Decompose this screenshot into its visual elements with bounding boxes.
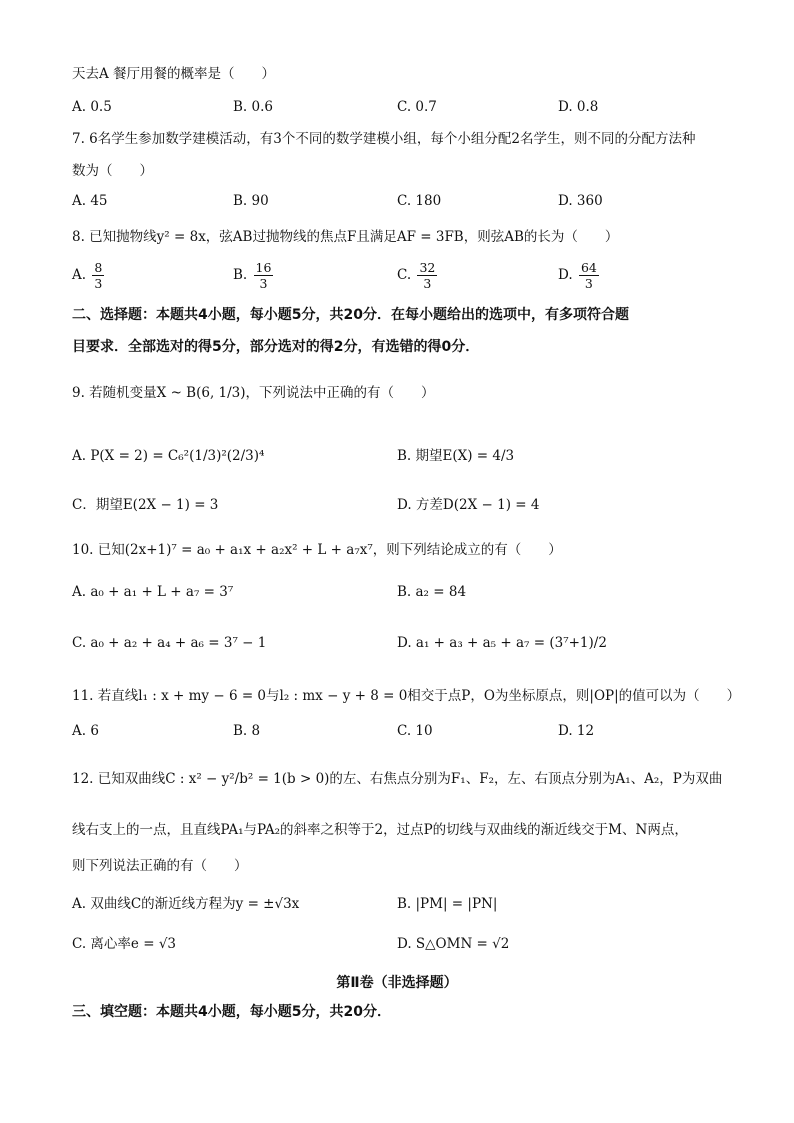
q7-line2: 数为（ ） xyxy=(72,163,153,179)
denominator: 3 xyxy=(94,276,103,291)
q12-line3: 则下列说法正确的有（ ） xyxy=(72,858,248,874)
q8-option-c xyxy=(397,260,439,291)
option-label: A. xyxy=(72,267,87,283)
q12-option-d: D. S△OMN = √2 xyxy=(397,936,510,952)
q8-option-b xyxy=(233,260,275,291)
q9-option-b: B. 期望E(X) = 4/3 xyxy=(397,448,515,464)
q8-text: 8. 已知抛物线y² = 8x，弦AB过抛物线的焦点F且满足AF = 3FB，则弦AB的长为（ ） xyxy=(72,229,619,245)
fraction xyxy=(579,260,599,291)
q10-option-d: D. a₁ + a₃ + a₅ + a₇ = (3⁷+1)/2 xyxy=(397,635,607,651)
part2-title: 第Ⅱ卷（非选择题） xyxy=(336,975,458,991)
fraction xyxy=(417,260,437,291)
q7-option-d: D. 360 xyxy=(558,193,603,209)
option-label: B. xyxy=(233,267,248,283)
q8-option-d xyxy=(558,260,601,291)
q12-option-b: B. |PM| = |PN| xyxy=(397,896,498,912)
q7-option-b: B. 90 xyxy=(233,193,269,209)
q6-option-b: B. 0.6 xyxy=(233,99,273,115)
denominator: 3 xyxy=(584,276,593,291)
numerator: 8 xyxy=(94,260,103,275)
q12-line1: 12. 已知双曲线C : x² − y²/b² = 1(b > 0)的左、右焦点分别为F₁、F₂，左、右顶点分别为A₁、A₂，P为双曲 xyxy=(72,771,723,787)
q8-option-a xyxy=(72,260,106,291)
q10-option-c: C. a₀ + a₂ + a₄ + a₆ = 3⁷ − 1 xyxy=(72,635,267,651)
q9-option-c: C．期望E(2X − 1) = 3 xyxy=(72,497,219,513)
option-label: C. xyxy=(397,267,412,283)
numerator: 32 xyxy=(419,260,436,275)
q7-option-a: A. 45 xyxy=(72,193,108,209)
numerator: 16 xyxy=(255,260,272,275)
q11-text: 11. 若直线l₁ : x + my − 6 = 0与l₂ : mx − y + 8 = 0相交于点P，O为坐标原点，则|OP|的值可以为（ ） xyxy=(72,688,741,704)
q9-text: 9. 若随机变量X ~ B(6, 1/3)，下列说法中正确的有（ ） xyxy=(72,385,435,401)
q7-line1: 7. 6名学生参加数学建模活动，有3个不同的数学建模小组，每个小组分配2名学生，则不同的分配方法种 xyxy=(72,131,696,147)
q10-text: 10. 已知(2x+1)⁷ = a₀ + a₁x + a₂x² + L + a₇x⁷，则下列结论成立的有（ ） xyxy=(72,542,562,558)
q11-option-a: A. 6 xyxy=(72,723,99,739)
section2-heading-line1: 二、选择题：本题共4小题，每小题5分，共20分．在每小题给出的选项中，有多项符合题 xyxy=(72,307,629,323)
q6-option-c: C. 0.7 xyxy=(397,99,437,115)
fraction xyxy=(92,260,104,291)
q9-option-a: A. P(X = 2) = C₆²(1/3)²(2/3)⁴ xyxy=(72,448,265,464)
q12-option-c: C. 离心率e = √3 xyxy=(72,936,177,952)
option-label: D. xyxy=(558,267,573,283)
q10-option-b: B. a₂ = 84 xyxy=(397,584,467,600)
q11-option-c: C. 10 xyxy=(397,723,433,739)
numerator: 64 xyxy=(580,260,597,275)
section3-heading: 三、填空题：本题共4小题，每小题5分，共20分． xyxy=(72,1004,391,1020)
q6-option-d: D. 0.8 xyxy=(558,99,599,115)
section2-heading-line2: 目要求．全部选对的得5分，部分选对的得2分，有选错的得0分． xyxy=(72,339,480,355)
q9-option-d: D. 方差D(2X − 1) = 4 xyxy=(397,497,540,513)
fraction xyxy=(254,260,274,291)
q11-option-d: D. 12 xyxy=(558,723,595,739)
q12-option-a: A. 双曲线C的渐近线方程为y = ±√3x xyxy=(72,896,300,912)
q6-option-a: A. 0.5 xyxy=(72,99,112,115)
q12-line2: 线右支上的一点，且直线PA₁与PA₂的斜率之积等于2，过点P的切线与双曲线的渐近线交于M、N两点， xyxy=(72,822,688,838)
q11-option-b: B. 8 xyxy=(233,723,261,739)
q6-tail: 天去A 餐厅用餐的概率是（ ） xyxy=(72,66,276,82)
q7-option-c: C. 180 xyxy=(397,193,442,209)
denominator: 3 xyxy=(259,276,268,291)
q10-option-a: A. a₀ + a₁ + L + a₇ = 3⁷ xyxy=(72,584,234,600)
denominator: 3 xyxy=(423,276,432,291)
